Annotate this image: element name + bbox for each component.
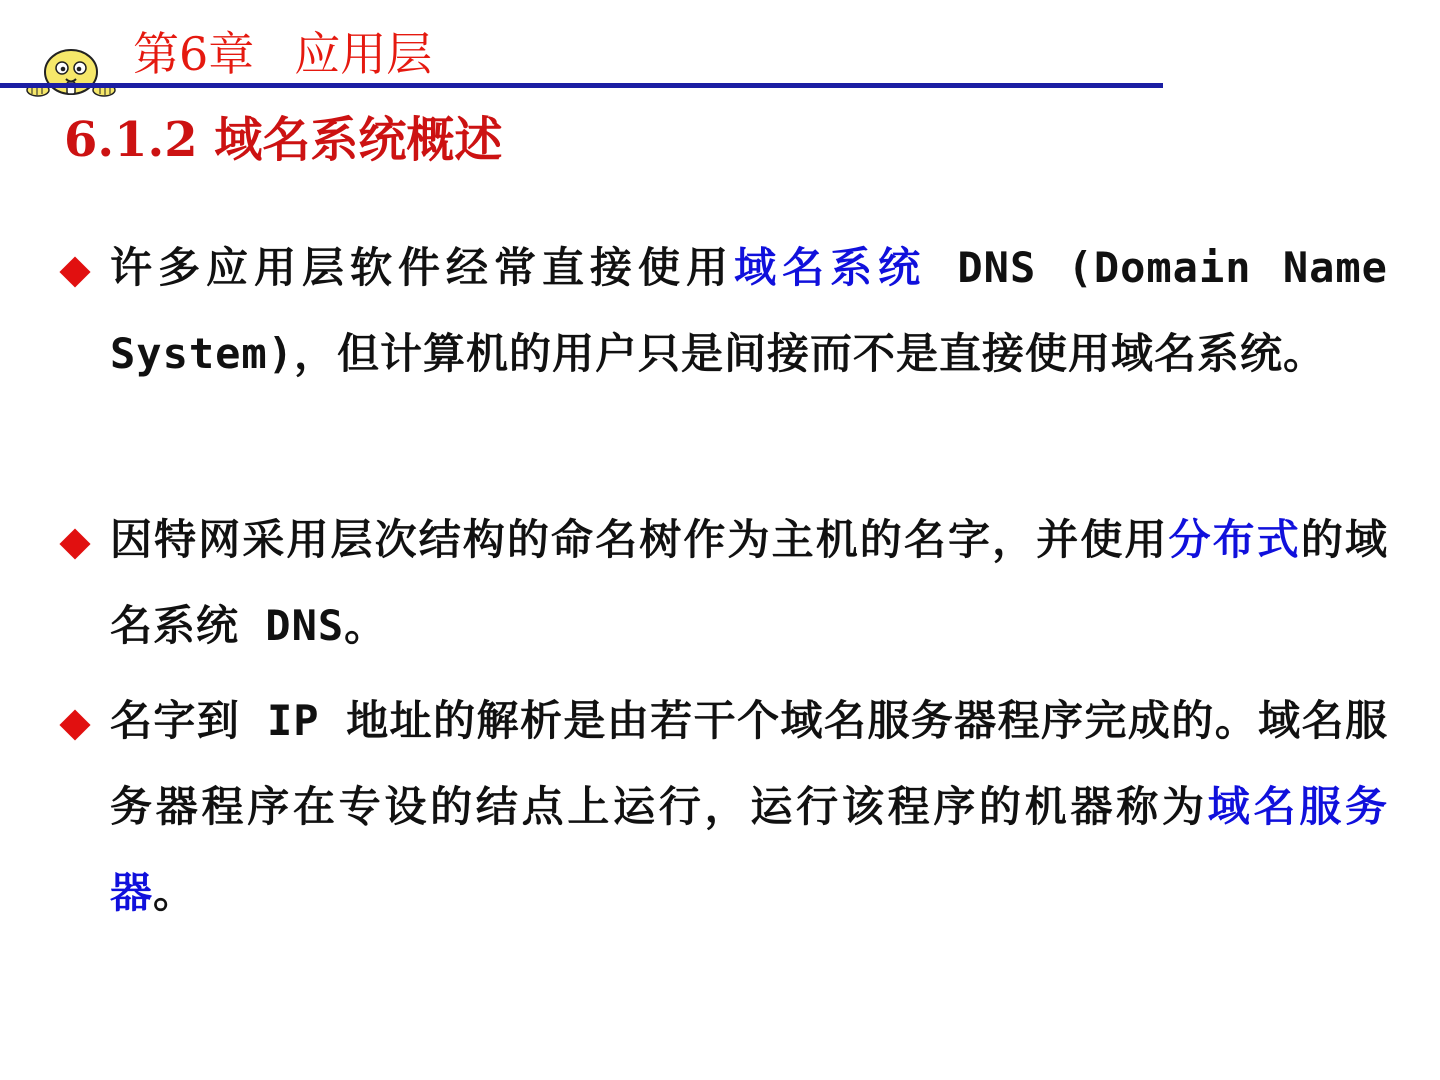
bullet-highlight: 域名服务器: [110, 782, 1388, 917]
bullet-text-plain: 的域名系统 DNS。: [110, 515, 1388, 650]
bullet-text-plain: 名字到 IP 地址的解析是由若干个域名服务器程序完成的。域名服务器程序在专设的结点上运行，运行该程序的机器称为: [110, 696, 1388, 831]
red-diamond-bullet-icon: [59, 528, 90, 559]
bullet-text-plain: 。: [153, 868, 197, 917]
bullet-text-plain: 许多应用层软件经常直接使用: [110, 243, 735, 292]
bullet-text-plain: DNS (Domain Name System)，但计算机的用户只是间接而不是直接使用域名系统。: [110, 243, 1388, 378]
bullet-text: [110, 497, 1388, 669]
chapter-number: 第6章: [133, 27, 255, 81]
cartoon-mascot-icon: [26, 46, 116, 102]
bullet-text: [110, 678, 1388, 936]
red-diamond-bullet-icon: [59, 709, 90, 740]
red-diamond-bullet-icon: [59, 256, 90, 287]
bullet-highlight: 域名系统: [734, 243, 927, 292]
bullet-text-plain: 因特网采用层次结构的命名树作为主机的名字，并使用: [110, 515, 1169, 564]
bullet-highlight: 分布式: [1168, 515, 1301, 564]
bullet-text: [110, 225, 1388, 397]
chapter-heading: [133, 26, 432, 82]
section-title: 6.1.2 域名系统概述: [64, 112, 503, 168]
chapter-name: 应用层: [294, 27, 433, 81]
header-divider: [0, 83, 1163, 88]
